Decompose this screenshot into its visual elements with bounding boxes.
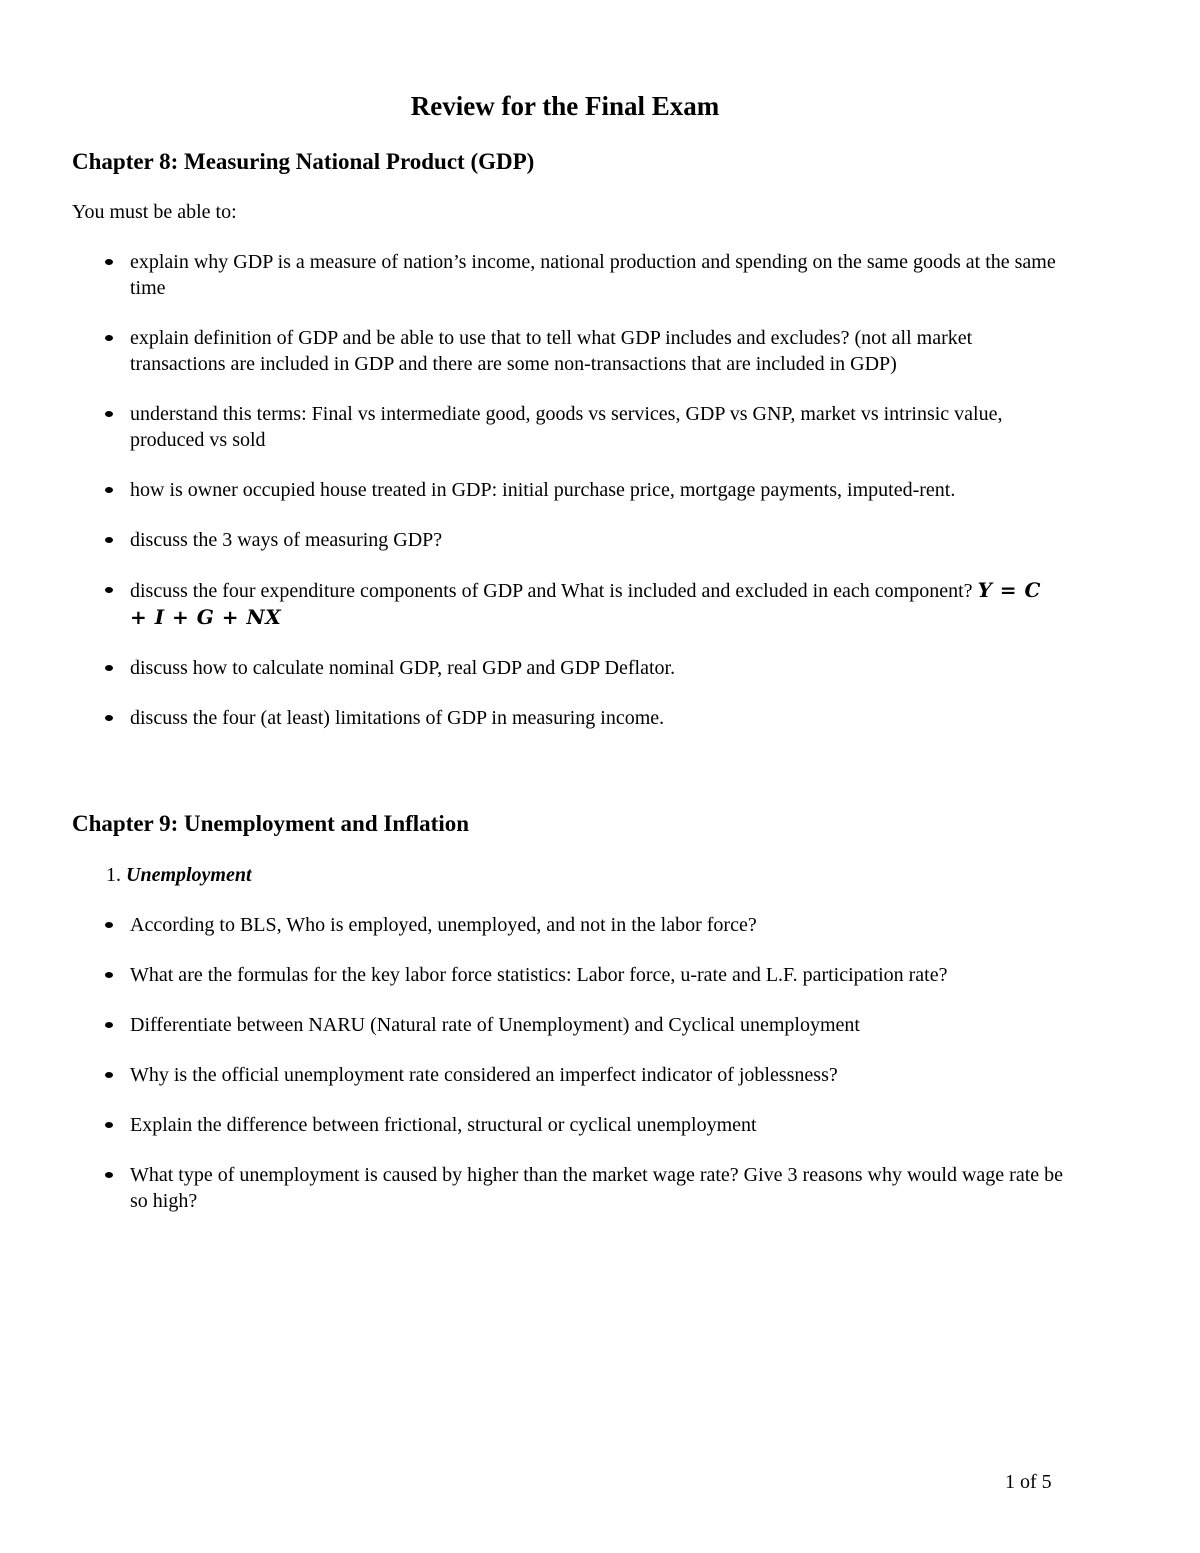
list-item: how is owner occupied house treated in GDP: initial purchase price, mortgage payments, imputed-rent. xyxy=(104,477,1064,503)
list-item: explain why GDP is a measure of nation’s income, national production and spending on the same goods at the same time xyxy=(104,249,1064,301)
gdp-formula: Y = C + I + G + NX xyxy=(130,578,1041,629)
list-item: What are the formulas for the key labor force statistics: Labor force, u-rate and L.F. participation rate? xyxy=(104,962,1064,988)
document-title: Review for the Final Exam xyxy=(410,91,720,121)
list-item: discuss the 3 ways of measuring GDP? xyxy=(104,527,1064,553)
list-item: Why is the official unemployment rate considered an imperfect indicator of joblessness? xyxy=(104,1062,1064,1088)
list-item: discuss the four (at least) limitations of GDP in measuring income. xyxy=(104,705,1064,731)
chapter-8-lead: You must be able to: xyxy=(72,201,237,223)
list-item: discuss how to calculate nominal GDP, real GDP and GDP Deflator. xyxy=(104,655,1064,681)
page-number: 1 of 5 xyxy=(1005,1471,1052,1493)
list-item: According to BLS, Who is employed, unemployed, and not in the labor force? xyxy=(104,912,1064,938)
list-item: What type of unemployment is caused by higher than the market wage rate? Give 3 reasons why would wage rate be so high? xyxy=(104,1162,1064,1214)
section-heading-unemployment xyxy=(106,862,252,888)
chapter-9-heading: Chapter 9: Unemployment and Inflation xyxy=(72,811,469,836)
section-number: 1. xyxy=(106,864,121,886)
chapter-8-list xyxy=(104,249,1064,731)
list-item: explain definition of GDP and be able to use that to tell what GDP includes and excludes? (not all market transactions are included in GDP and there are some non-transactions that are included in GDP) xyxy=(104,325,1064,377)
chapter-9-list xyxy=(104,912,1064,1214)
chapter-8-heading: Chapter 8: Measuring National Product (GDP) xyxy=(72,149,535,174)
list-item: discuss the four expenditure components of GDP and What is included and excluded in each component? Y = C + I + G + NX xyxy=(104,577,1064,631)
list-item: Differentiate between NARU (Natural rate of Unemployment) and Cyclical unemployment xyxy=(104,1012,1064,1038)
section-title: Unemployment xyxy=(126,864,252,886)
list-item: understand this terms: Final vs intermediate good, goods vs services, GDP vs GNP, market vs intrinsic value, produced vs sold xyxy=(104,401,1064,453)
list-item: Explain the difference between frictional, structural or cyclical unemployment xyxy=(104,1112,1064,1138)
